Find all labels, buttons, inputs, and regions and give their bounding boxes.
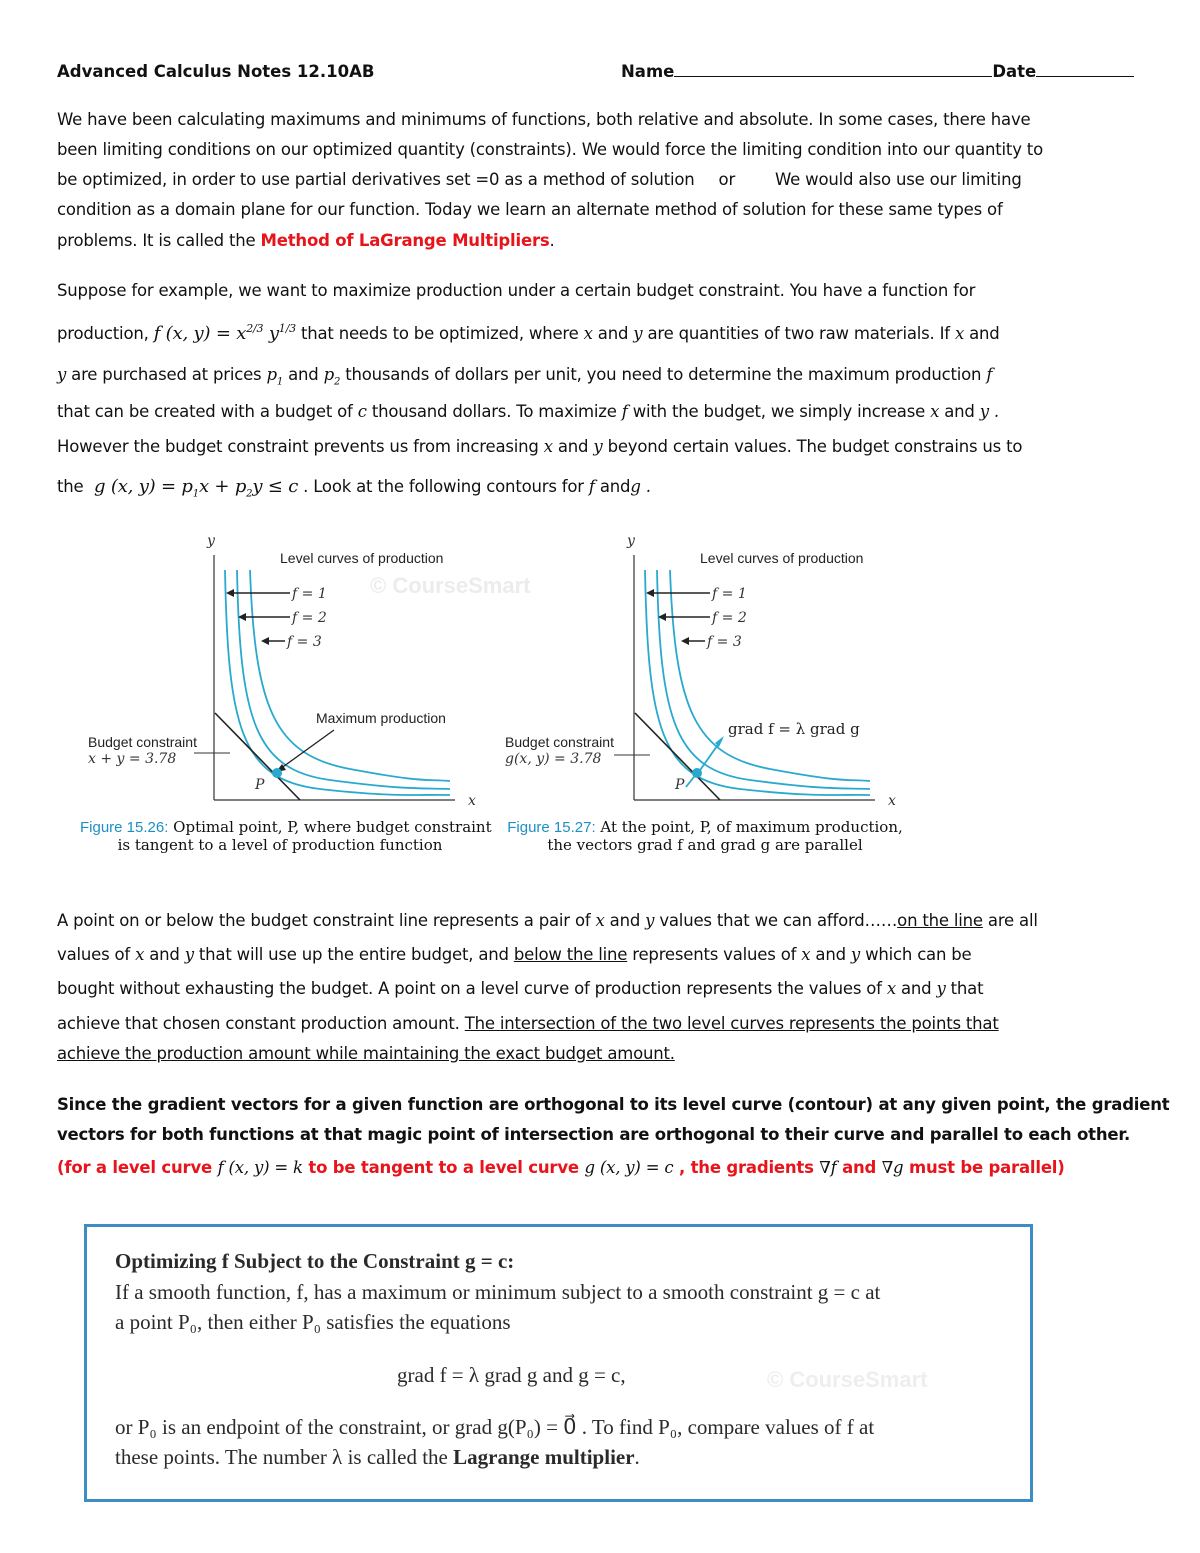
var-c: c [357,402,367,421]
name-field[interactable] [621,62,1134,81]
lagrange-method-name: Method of LaGrange Multipliers [260,231,550,250]
watermark-box: © CourseSmart [767,1367,928,1392]
figure-15-26-number: Figure 15.26: [80,819,169,836]
caption-right-line2: the vectors grad f and grad g are parallel [547,836,863,854]
var-x: x [801,945,811,964]
label-f3: f = 3 [287,634,322,650]
var-y: y [645,911,655,930]
and-word: and [900,979,932,998]
figure-15-27-caption [505,818,905,854]
para3-line2 [57,945,972,964]
theorem-line2: a point P₀, then either P₀ satisfies the equations [115,1310,511,1334]
document-title: Advanced Calculus Notes 12.10AB [57,62,375,81]
lagrange-theorem-box [84,1224,1033,1502]
price-p1: $p_1$ [266,365,284,388]
curve-f2 [657,570,870,789]
caption-left-line2: is tangent to a level of production function [117,836,443,854]
and-word: and [599,477,631,496]
budget-equation: g(x, y) = 3.78 [505,751,602,767]
var-x: x [595,911,605,930]
y-axis-label: y [207,533,215,549]
label-f2: f = 2 [712,610,747,626]
para3-line3-a: bought without exhausting the budget. A point on a level curve of production represents the values of [57,979,882,998]
para3-line2-e: which can be [865,945,972,964]
para3-line4-a: achieve that chosen constant production amount. [57,1014,460,1033]
para3-line3 [57,979,983,998]
y-axis-label: y [627,533,635,549]
para1-line2: been limiting conditions on our optimized quantity (constraints). We would force the limiting condition into our quantity to [57,140,1043,159]
para2-line5-a: However the budget constraint prevents us from increasing [57,437,539,456]
curve-f3 [670,570,870,781]
para2-line5 [57,437,1022,456]
para4-line3 [57,1158,1065,1177]
var-y: y [936,979,946,998]
para3-line4 [57,1014,999,1033]
var-x: x [583,324,593,343]
x-axis-label: x [468,793,476,809]
para2-line6-b: . Look at the following contours for [303,477,584,496]
para2-line4-a: that can be created with a budget of [57,402,353,421]
var-x: x [543,437,553,456]
para2-line3 [57,365,992,387]
max-production-label: Maximum production [316,710,446,726]
nabla-f: ∇f [819,1158,837,1177]
on-the-line: on the line [897,911,983,930]
and-word: and [815,945,846,964]
budget-constraint-label: Budget constraint [505,734,614,750]
var-y: y [593,437,603,456]
para1-line4: condition as a domain plane for our function. Today we learn an alternate method of solution for these same types of [57,200,1003,219]
para3-line1-a: A point on or below the budget constraint line represents a pair of [57,911,591,930]
para2-line1: Suppose for example, we want to maximize production under a certain budget constraint. You have a function for [57,281,976,300]
budget-equation: x + y = 3.78 [88,751,177,767]
para3-line1-d: are all [982,911,1038,930]
level-curves-title: Level curves of production [280,550,444,566]
caption-left-line1: Optimal point, P, where budget constraint [173,818,492,836]
production-formula: f (x, $y) = x^{2/3}$ $y^{1/3}$ [153,322,296,344]
para2-line3-a: are purchased at prices [71,365,262,384]
var-y-period: y . [979,402,999,421]
nabla-g: ∇g [881,1158,904,1177]
var-x: x [930,402,940,421]
para1-line5 [57,231,555,250]
para2-line2 [57,322,1000,344]
and-word: and [597,324,629,343]
label-f1: f = 1 [712,586,747,602]
para4-line3-b: to be tangent to a level curve [308,1158,579,1177]
caption-right-line1: At the point, P, of maximum production, [600,818,903,836]
curve-f1 [225,570,450,795]
price-p2: $p_2$ [323,365,341,388]
theorem-line4-a: these points. The number λ is called the [115,1445,454,1469]
para2-line3-b: thousands of dollars per unit, you need to determine the maximum production [345,365,982,384]
para2-line6 [57,476,651,500]
var-y: y [184,945,194,964]
para3-line2-d: represents values of [632,945,797,964]
para3-line1 [57,911,1038,930]
para1-line5-a: problems. It is called the [57,231,261,250]
figure-15-27-number: Figure 15.27: [507,819,596,836]
intersection-statement: The intersection of the two level curves represents the points that [464,1014,999,1033]
para3-line2-b: that will use up the entire budget, and [198,945,509,964]
para2-line2-c: are quantities of two raw materials. If [647,324,950,343]
var-y: y [633,324,643,343]
para1-line3-a: be optimized, in order to use partial derivatives set =0 as a method of solution [57,170,695,189]
para1-or: or [718,170,736,189]
and-word: and [288,365,319,384]
curve-f1 [645,570,870,795]
and-word: and [609,911,641,930]
date-blank [1036,64,1134,77]
name-label: Name [621,62,675,81]
var-f: f [588,477,595,496]
para4-line1: Since the gradient vectors for a given function are orthogonal to its level curve (contour) at any given point, the gradient [57,1095,1170,1114]
theorem-line4 [115,1445,640,1470]
and-word: and [944,402,975,421]
var-g: g . [630,477,651,496]
level-curves-title: Level curves of production [700,550,864,566]
budget-constraint-label: Budget constraint [88,734,197,750]
name-blank [674,64,992,77]
optimal-point-marker [692,768,702,778]
lagrange-multiplier-term: Lagrange multiplier [453,1445,635,1469]
label-f1: f = 1 [292,586,327,602]
para2-line4 [57,402,999,421]
para2-the: the [57,477,84,496]
para2-production: production, [57,324,149,343]
var-y: y [850,945,861,964]
watermark-left: © CourseSmart [370,573,531,598]
para2-line4-c: with the budget, we simply increase [632,402,926,421]
var-y: y [57,365,67,384]
theorem-line4-period: . [634,1445,640,1469]
x-axis-label: x [888,793,896,809]
theorem-line3: or P₀ is an endpoint of the constraint, or grad g(P₀) = 0⃗ . To find P₀, compare values of f at [115,1415,875,1439]
para1-line3-c: We would also use our limiting [775,170,1022,189]
figure-15-26-caption [80,818,492,854]
label-f2: f = 2 [292,610,327,626]
para4-line3-c: , the gradients [678,1158,814,1177]
var-f: f [986,365,993,384]
para4-line3-a: (for a level curve [57,1158,213,1177]
label-f3: f = 3 [707,634,742,650]
para1-line5-period: . [549,231,555,250]
var-x: x [954,324,965,343]
para3-line1-b: values that we can afford…… [659,911,898,930]
curve-f3 [250,570,450,781]
theorem-equations: grad f = λ grad g and g = c, [397,1363,626,1387]
and-word: and [969,324,1000,343]
para2-line4-b: thousand dollars. To maximize [371,402,617,421]
optimal-point-marker [272,768,282,778]
point-p-label: P [255,777,265,793]
para3-line5: achieve the production amount while maintaining the exact budget amount. [57,1044,675,1063]
para2-line2-b: that needs to be optimized, where [300,324,579,343]
level-curve-f: f (x, y) = k [217,1158,303,1177]
para2-line5-b: beyond certain values. The budget constrains us to [607,437,1023,456]
para4-and: and [842,1158,877,1177]
var-x: x [886,979,896,998]
para1-line1: We have been calculating maximums and minimums of functions, both relative and absolute. In some cases, there have [57,110,1031,129]
theorem-line1: If a smooth function, f, has a maximum or minimum subject to a smooth constraint g = c at [115,1280,881,1304]
para4-line2: vectors for both functions at that magic point of intersection are orthogonal to their curve and parallel to each other. [57,1125,1131,1144]
var-f: f [621,402,628,421]
budget-formula: g (x, $y) = p_1x + p_2y \le c$ [88,476,299,500]
para3-line3-b: that [950,979,984,998]
para1-line3 [57,170,1022,189]
gradient-relation-label: grad f = λ grad g [728,720,860,738]
and-word: and [149,945,180,964]
var-x: x [135,945,145,964]
figure-15-27 [500,525,920,815]
curve-f2 [237,570,450,789]
point-p-label: P [675,777,685,793]
below-the-line: below the line [513,945,628,964]
theorem-title: Optimizing f Subject to the Constraint g = c: [115,1249,515,1273]
para4-line3-e: must be parallel) [908,1158,1065,1177]
para3-line2-a: values of [57,945,131,964]
date-label: Date [992,62,1037,81]
figure-15-26 [80,525,531,815]
and-word: and [557,437,589,456]
level-curve-g: g (x, y) = c [584,1158,674,1177]
